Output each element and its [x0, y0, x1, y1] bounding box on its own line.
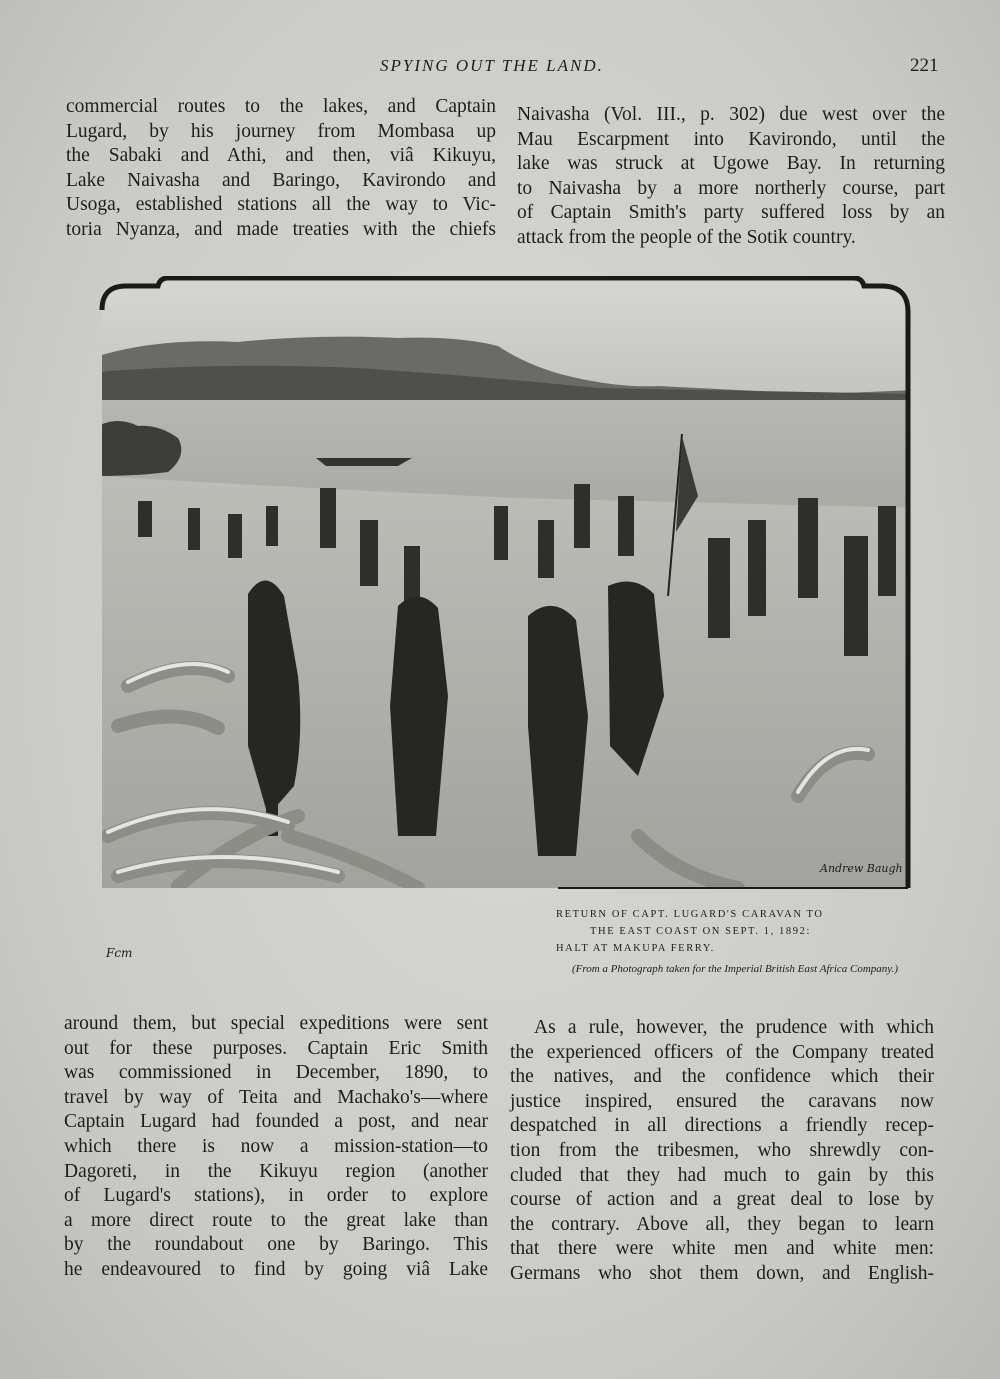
text-line: course of action and a great deal to lose by [510, 1189, 934, 1211]
caption-line: HALT AT MAKUPA FERRY. [556, 943, 715, 954]
text-column-bottom-left [64, 1012, 488, 1283]
text-line: out for these purposes. Captain Eric Smith [64, 1037, 488, 1059]
text-line: was commissioned in December, 1890, to [64, 1062, 488, 1084]
page-number: 221 [910, 55, 939, 76]
text-line: despatched in all directions a friendly recep- [510, 1115, 934, 1137]
text-line: of Lugard's stations), in order to explore [64, 1185, 488, 1207]
running-head [0, 56, 1000, 86]
text-line: As a rule, however, the prudence with which [534, 1017, 934, 1038]
text-line: Usoga, established stations all the way to Vic- [66, 194, 496, 216]
text-line: that there were white men and white men: [510, 1238, 934, 1260]
text-line: the experienced officers of the Company treated [510, 1041, 934, 1063]
text-line: Naivasha (Vol. III., p. 302) due west over the [517, 104, 945, 125]
photo-credit: (From a Photograph taken for the Imperial British East Africa Company.) [571, 963, 898, 975]
artist-monogram: Fcm [106, 946, 133, 960]
figure-caption [556, 906, 904, 957]
caption-line: RETURN OF CAPT. LUGARD'S CARAVAN TO [556, 909, 824, 920]
text-line: a more direct route to the great lake than [64, 1209, 488, 1231]
text-line: cluded that they had much to gain by this [510, 1164, 934, 1186]
text-line: Lugard, by his journey from Mombasa up [66, 120, 496, 142]
text-line: attack from the people of the Sotik country. [517, 226, 856, 248]
text-line: lake was struck at Ugowe Bay. In returning [517, 153, 945, 175]
text-line: Lake Naivasha and Baringo, Kavirondo and [66, 169, 496, 191]
text-line: to Naivasha by a more northerly course, part [517, 177, 945, 199]
text-line: justice inspired, ensured the caravans now [510, 1090, 934, 1112]
text-column-top-right [517, 103, 945, 251]
text-column-bottom-right [510, 1016, 934, 1287]
running-title: SPYING OUT THE LAND. [380, 56, 604, 75]
illustration-drawing [98, 276, 918, 1002]
text-line: travel by way of Teita and Machako's—where [64, 1086, 488, 1108]
text-column-top-left [66, 95, 496, 243]
text-line: Dagoreti, in the Kikuyu region (another [64, 1160, 488, 1182]
text-line: toria Nyanza, and made treaties with the chiefs [66, 218, 496, 240]
text-line: by the roundabout one by Baringo. This [64, 1234, 488, 1256]
text-line: Germans who shot them down, and English- [510, 1262, 934, 1284]
illustration [98, 276, 918, 1002]
text-line: tion from the tribesmen, who shrewdly con- [510, 1139, 934, 1161]
text-line: the Sabaki and Athi, and then, viâ Kikuyu, [66, 145, 496, 167]
text-line: around them, but special expeditions were sent [64, 1013, 488, 1034]
text-line: of Captain Smith's party suffered loss by an [517, 202, 945, 224]
artist-signature: Andrew Baugh [820, 862, 903, 875]
text-line: Mau Escarpment into Kavirondo, until the [517, 128, 945, 150]
text-line: which there is now a mission-station—to [64, 1135, 488, 1157]
text-line: he endeavoured to find by going viâ Lake [64, 1258, 488, 1280]
text-line: the contrary. Above all, they began to learn [510, 1213, 934, 1235]
text-line: Captain Lugard had founded a post, and near [64, 1111, 488, 1133]
text-line: commercial routes to the lakes, and Captain [66, 96, 496, 117]
text-line: the natives, and the confidence which their [510, 1066, 934, 1088]
caption-line: THE EAST COAST ON SEPT. 1, 1892: [590, 926, 811, 937]
